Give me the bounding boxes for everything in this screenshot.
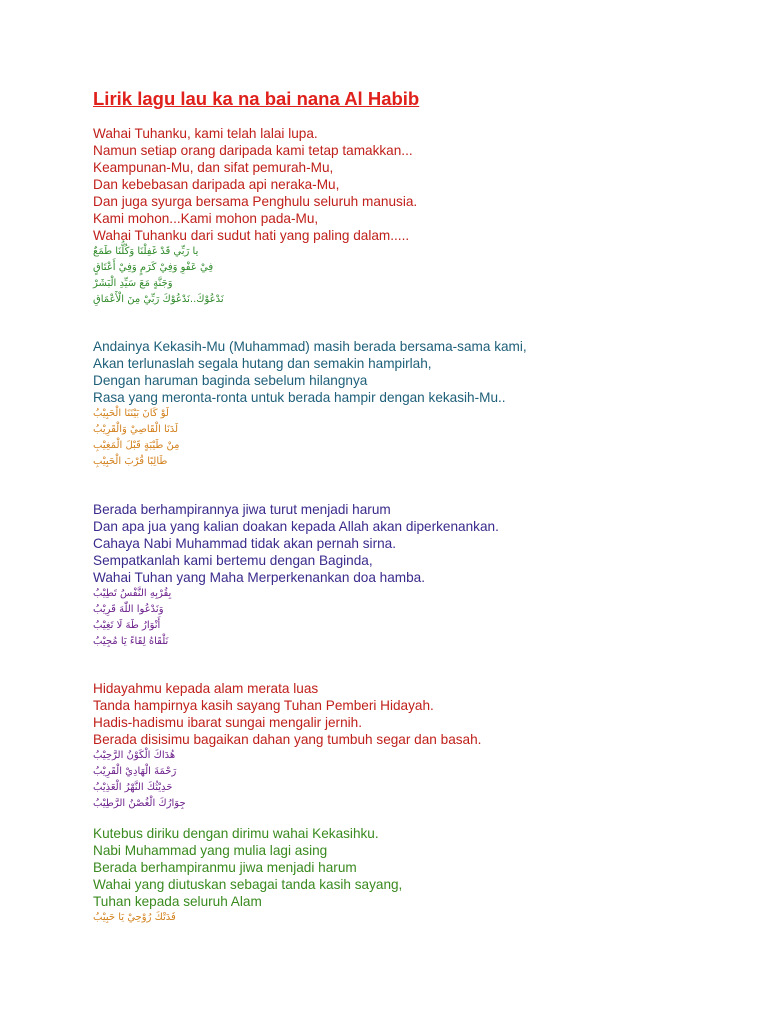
lyric-line: Berada berhampiranmu jiwa menjadi harum [93, 860, 357, 875]
stanza-5 [93, 825, 402, 926]
lyric-line: Wahai yang diutuskan sebagai tanda kasih sayang, [93, 877, 403, 892]
lyric-line: Dan apa jua yang kalian doakan kepada Allah akan diperkenankan. [93, 519, 499, 534]
stanza-4 [93, 680, 481, 812]
lyric-line: Wahai Tuhan yang Maha Merperkenankan doa hamba. [93, 570, 425, 585]
lyric-line: Cahaya Nabi Muhammad tidak akan pernah sirna. [93, 536, 397, 551]
lyric-line: Wahai Tuhanku, kami telah lalai lupa. [93, 126, 318, 141]
lyric-line: Kutebus diriku dengan dirimu wahai Kekasihku. [93, 826, 379, 841]
stanza-3 [93, 501, 499, 650]
lyric-line: Tuhan kepada seluruh Alam [93, 894, 262, 909]
lyric-line: Berada berhampirannya jiwa turut menjadi harum [93, 502, 391, 517]
arabic-line: فَدَتْكَ رُوْحِيْ يَا حَبِيْبُ [93, 912, 176, 923]
arabic-line: لَدَنَا الْقَاصِيْ وَالْقَرِيْبُ [93, 424, 179, 435]
lyric-line: Dan kebebasan daripada api neraka-Mu, [93, 177, 340, 192]
lyric-line: Hidayahmu kepada alam merata luas [93, 681, 319, 696]
stanza-1 [93, 125, 417, 308]
lyric-line: Hadis-hadismu ibarat sungai mengalir jernih. [93, 715, 362, 730]
lyric-line: Andainya Kekasih-Mu (Muhammad) masih berada bersama-sama kami, [93, 339, 527, 354]
arabic-line: وَجَنَّةٍ مَعَ سَيِّدِ الْبَشَرْ [93, 278, 173, 289]
arabic-line: هُدَاكَ الْكَوْنُ الرَّحِيْبُ [93, 750, 176, 761]
arabic-line: بِقُرْبِهِ النَّفْسُ تَطِيْبُ [93, 588, 172, 599]
document-title: Lirik lagu lau ka na bai nana Al Habib [93, 88, 420, 109]
lyric-line: Dan juga syurga bersama Penghulu seluruh manusia. [93, 194, 418, 209]
lyric-line: Wahai Tuhanku dari sudut hati yang paling dalam..... [93, 228, 410, 243]
arabic-line: نَدْعُوْكَ..نَدْعُوْكَ رَبِّيْ مِنَ الْأَعْمَاقِ [93, 294, 224, 305]
arabic-line: لَوْ كَانَ بَيْنَنَا الْحَبِيْبُ [93, 408, 169, 419]
arabic-line: جِوَارُكَ الْغُصْنُ الرَّطِيْبُ [93, 798, 186, 809]
lyric-line: Nabi Muhammad yang mulia lagi asing [93, 843, 328, 858]
lyric-line: Sempatkanlah kami bertemu dengan Baginda, [93, 553, 373, 568]
lyric-line: Kami mohon...Kami mohon pada-Mu, [93, 211, 319, 226]
arabic-line: رَحْمَةَ الْهَادِيْ الْقَرِيْبُ [93, 766, 177, 777]
lyric-line: Rasa yang meronta-ronta untuk berada hampir dengan kekasih-Mu.. [93, 390, 506, 405]
arabic-line: يا رَبِّي قَدْ غَفِلْنَا وَكُلُّنَا طَمَعٌ [93, 246, 199, 257]
arabic-line: طَالِبًا قُرْبَ الْحَبِيْبِ [93, 456, 168, 467]
stanza-2 [93, 338, 527, 470]
lyric-line: Tanda hampirnya kasih sayang Tuhan Pemberi Hidayah. [93, 698, 434, 713]
arabic-line: مِنْ طَيْبَةٍ قَبْلَ الْمَغِيْبِ [93, 440, 180, 451]
lyric-line: Berada disisimu bagaikan dahan yang tumbuh segar dan basah. [93, 732, 482, 747]
arabic-line: وَنَدْعُوا اللّٰهَ قَرِيْبُ [93, 604, 164, 615]
lyric-line: Dengan haruman baginda sebelum hilangnya [93, 373, 368, 388]
arabic-line: نَلْقَاهُ لِقَاءً يَا مُجِيْبُ [93, 636, 169, 647]
lyric-line: Akan terlunaslah segala hutang dan semakin hampirlah, [93, 356, 432, 371]
lyric-line: Keampunan-Mu, dan sifat pemurah-Mu, [93, 160, 334, 175]
arabic-line: حَدِيْثُكَ النَّهْرُ الْعَذِيْبُ [93, 782, 173, 793]
arabic-line: أَنْوَارُ طَهَ لَا تَغِيْبُ [93, 620, 161, 631]
arabic-line: فِيْ عَفْوِ وَفِيْ كَرَمٍ وَفِيْ أَعْتَاقٍ [93, 262, 214, 273]
lyric-line: Namun setiap orang daripada kami tetap tamakkan... [93, 143, 413, 158]
